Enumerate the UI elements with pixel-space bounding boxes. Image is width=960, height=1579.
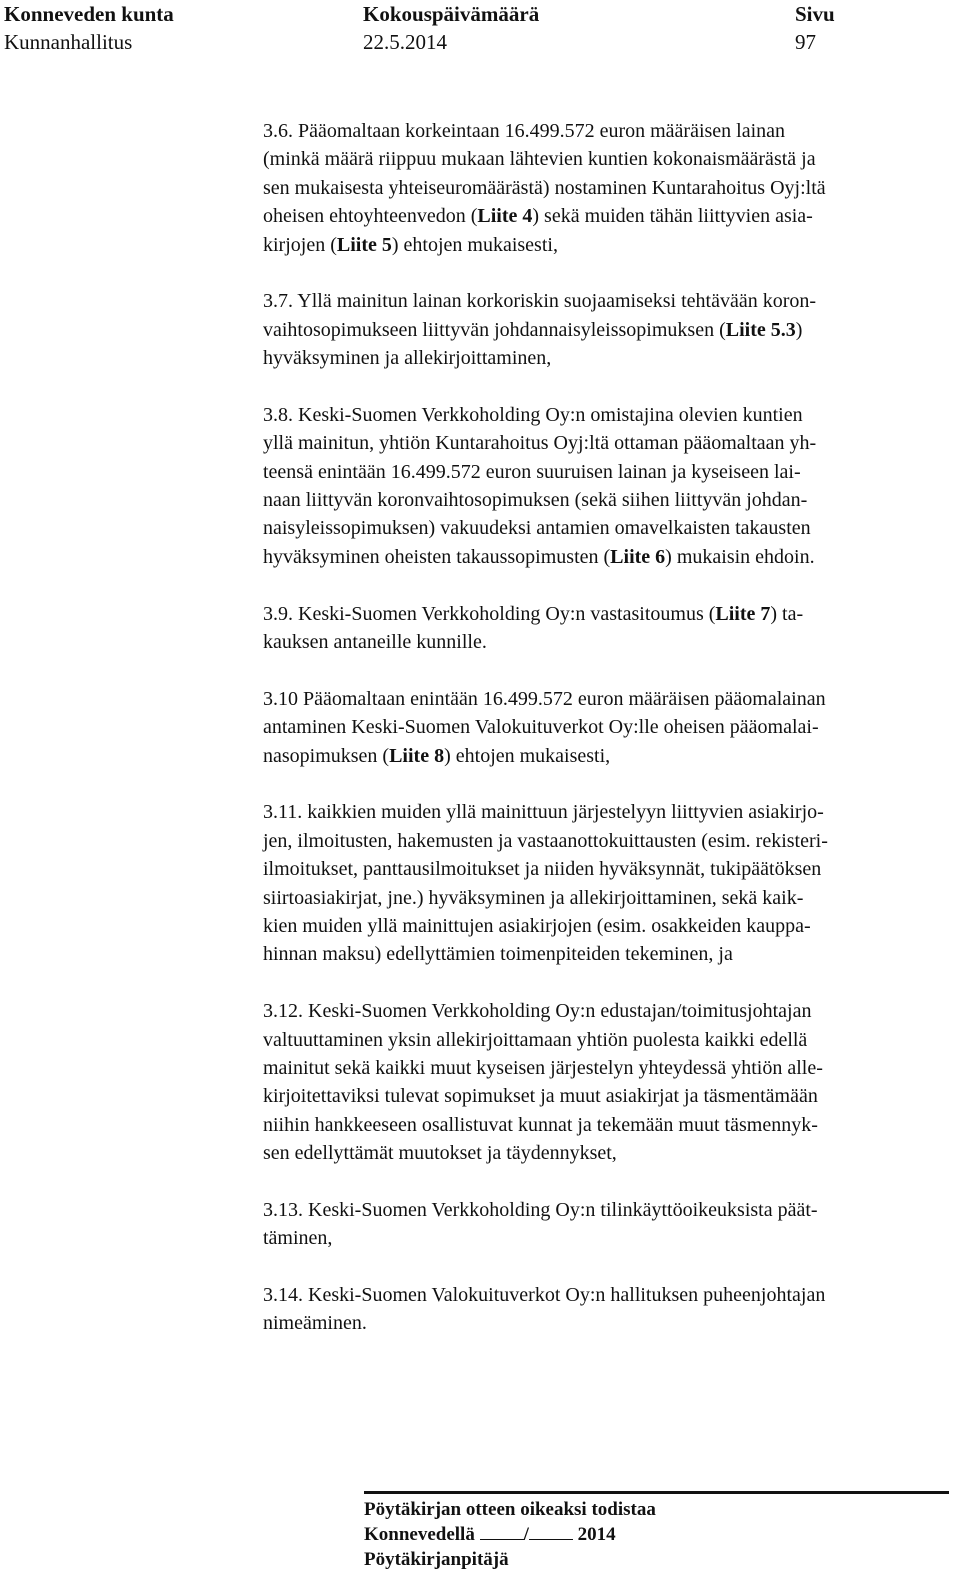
text-line: hyväksyminen ja allekirjoittaminen, [263, 347, 552, 370]
footer-place-date-line [364, 1522, 656, 1547]
paragraph-3-13 [263, 1196, 918, 1253]
footer-divider [364, 1491, 949, 1494]
text-line: jen, ilmoitusten, hakemusten ja vastaanottokuittausten (esim. rekisteri- [263, 829, 828, 852]
text-segment: kirjojen ( [263, 233, 337, 256]
attachment-reference: Liite 4 [477, 205, 533, 228]
text-line: teensä enintään 16.499.572 euron suuruisen lainan ja kyseiseen lai- [263, 460, 801, 483]
header-date-label: Kokouspäivämäärä [363, 2, 540, 26]
footer-day-blank [480, 1523, 524, 1540]
attachment-reference: Liite 8 [389, 744, 445, 767]
text-line: naisyleissopimuksen) vakuudeksi antamien omavelkaisten takausten [263, 517, 811, 540]
text-line: sen mukaisesta yhteiseuromäärästä) nostaminen Kuntarahoitus Oyj:ltä [263, 176, 826, 199]
paragraph-3-6 [263, 117, 918, 259]
text-line: täminen, [263, 1227, 333, 1250]
text-segment: oheisen ehtoyhteenvedon ( [263, 205, 478, 228]
header-org: Konneveden kunta [4, 2, 174, 26]
text-segment: hyväksyminen oheisten takaussopimusten ( [263, 545, 611, 568]
footer-month-blank [529, 1523, 573, 1540]
text-line: antaminen Keski-Suomen Valokuituverkot Oy:lle oheisen pääomalai- [263, 716, 819, 739]
text-line: 3.8. Keski-Suomen Verkkoholding Oy:n omistajina olevien kuntien [263, 403, 803, 426]
text-line: 3.10 Pääomaltaan enintään 16.499.572 euron määräisen pääomalainan [263, 687, 826, 710]
paragraph-3-9 [263, 600, 918, 657]
text-segment: vaihtosopimukseen liittyvän johdannaisyleissopimuksen ( [263, 318, 726, 341]
document-body [263, 117, 918, 1366]
paragraph-3-14 [263, 1281, 918, 1338]
text-segment: nasopimuksen ( [263, 744, 390, 767]
text-segment: ) sekä muiden tähän liittyvien asia- [532, 205, 813, 228]
text-segment: ) ehtojen mukaisesti, [391, 233, 558, 256]
text-line [263, 231, 918, 259]
header-middle [363, 0, 539, 56]
attachment-reference: Liite 7 [715, 602, 771, 625]
text-line: 3.7. Yllä mainitun lainan korkoriskin suojaamiseksi tehtävään koron- [263, 290, 817, 313]
footer-certification [364, 1497, 656, 1572]
text-line: naan liittyvän koronvaihtosopimuksen (sekä siihen liittyvän johdan- [263, 489, 808, 512]
text-line: mainitut sekä kaikki muut kyseisen järjestelyn yhteydessä yhtiön alle- [263, 1056, 823, 1079]
text-line: hinnan maksu) edellyttämien toimenpiteiden tekeminen, ja [263, 943, 733, 966]
attachment-reference: Liite 5 [336, 233, 392, 256]
paragraph-3-12 [263, 997, 918, 1167]
text-line [263, 742, 918, 770]
text-line: kirjoitettaviksi tulevat sopimukset ja muut asiakirjat ja täsmentämään [263, 1085, 818, 1108]
attachment-reference: Liite 5.3 [725, 318, 796, 341]
text-line: 3.13. Keski-Suomen Verkkoholding Oy:n tilinkäyttöoikeuksista päät- [263, 1198, 818, 1221]
text-line: sen edellyttämät muutokset ja täydennykset, [263, 1142, 617, 1165]
header-page-number: 97 [795, 30, 816, 54]
text-line [263, 202, 918, 230]
text-line: 3.11. kaikkien muiden yllä mainittuun järjestelyyn liittyvien asiakirjo- [263, 801, 824, 824]
footer-year: 2014 [577, 1524, 616, 1545]
text-line: kauksen antaneille kunnille. [263, 631, 487, 654]
text-line: kien muiden yllä mainittujen asiakirjojen (esim. osakkeiden kauppa- [263, 914, 811, 937]
footer-place: Konnevedellä [364, 1524, 475, 1545]
text-line: ilmoitukset, panttausilmoitukset ja niiden hyväksynnät, tukipäätöksen [263, 858, 822, 881]
text-line [263, 600, 918, 628]
text-line: 3.6. Pääomaltaan korkeintaan 16.499.572 euron määräisen lainan [263, 120, 786, 142]
text-line: (minkä määrä riippuu mukaan lähtevien kuntien kokonaismäärästä ja [263, 148, 816, 171]
text-segment: 3.9. Keski-Suomen Verkkoholding Oy:n vastasitoumus ( [263, 602, 716, 625]
text-line: yllä mainitun, yhtiön Kuntarahoitus Oyj:ltä ottaman pääomaltaan yh- [263, 432, 817, 455]
header-date: 22.5.2014 [363, 30, 447, 54]
text-line: nimeäminen. [263, 1312, 367, 1335]
footer-slash: / [523, 1524, 529, 1545]
paragraph-3-10 [263, 685, 918, 770]
header-right [795, 0, 835, 56]
paragraph-3-8 [263, 401, 918, 571]
text-line [263, 543, 918, 571]
text-segment: ) ehtojen mukaisesti, [444, 744, 611, 767]
footer-signer: Pöytäkirjanpitäjä [364, 1549, 509, 1570]
text-line: siirtoasiakirjat, jne.) hyväksyminen ja allekirjoittaminen, sekä kaik- [263, 886, 804, 909]
text-segment: ) ta- [770, 602, 804, 625]
text-line: 3.14. Keski-Suomen Valokuituverkot Oy:n hallituksen puheenjohtajan [263, 1284, 826, 1307]
header-body: Kunnanhallitus [4, 30, 133, 54]
text-line: 3.12. Keski-Suomen Verkkoholding Oy:n edustajan/toimitusjohtajan [263, 1000, 812, 1023]
text-line [263, 316, 918, 344]
header-page-label: Sivu [795, 2, 835, 26]
paragraph-3-11 [263, 798, 918, 968]
header-left [4, 0, 174, 56]
text-segment: ) mukaisin ehdoin. [665, 545, 815, 568]
text-segment: ) [795, 318, 803, 341]
text-line: niihin hankkeeseen osallistuvat kunnat ja tekemään muut täsmennyk- [263, 1113, 818, 1136]
paragraph-3-7 [263, 287, 918, 372]
footer-certify-line: Pöytäkirjan otteen oikeaksi todistaa [364, 1499, 656, 1520]
attachment-reference: Liite 6 [610, 545, 666, 568]
text-line: valtuuttaminen yksin allekirjoittamaan yhtiön puolesta kaikki edellä [263, 1028, 808, 1051]
